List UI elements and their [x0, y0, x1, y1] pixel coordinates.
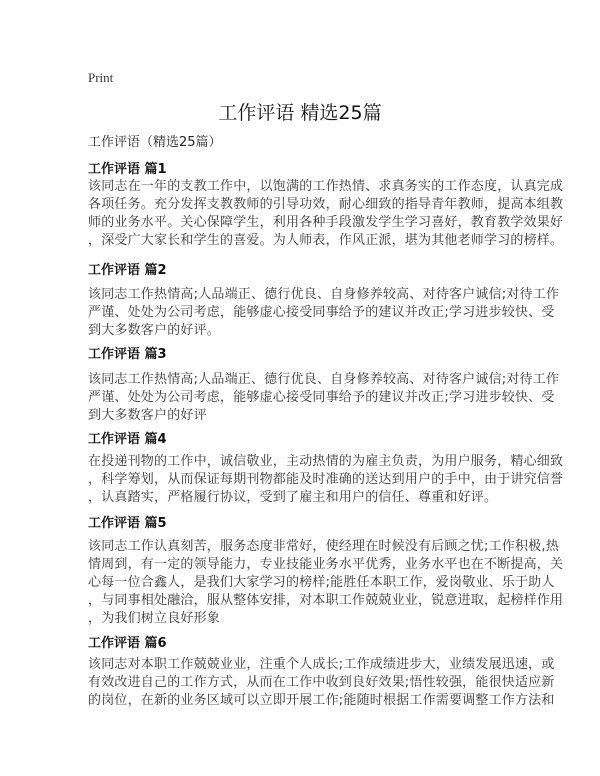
- paragraph-line: 到大多数客户的好评: [88, 408, 207, 423]
- paragraph-line: 心每一位合鑫人，是我们大家学习的榜样;能胜任本职工作，爱岗敬业、乐于助人: [88, 575, 555, 590]
- section-paragraph: [88, 286, 559, 340]
- paragraph-line: 该同志工作热情高;人品端正、德行优良、自身修养较高、对待客户诚信;对待工作: [88, 287, 560, 302]
- section-paragraph: [88, 178, 563, 250]
- section-heading: 工作评语 篇3: [88, 347, 167, 362]
- paragraph-line: 该同志工作热情高;人品端正、德行优良、自身修养较高、对待客户诚信;对待工作: [88, 372, 560, 387]
- paragraph-line: ，科学筹划，从而保证每期刊物都能及时准确的送达到用户的手中，由于讲究信誉: [88, 472, 564, 487]
- section-heading: 工作评语 篇1: [88, 162, 167, 177]
- section-heading: 工作评语 篇2: [88, 263, 167, 278]
- section-heading: 工作评语 篇4: [88, 432, 167, 447]
- paragraph-line: 该同志在一年的支教工作中，以饱满的工作热情、求真务实的工作态度，认真完成: [88, 179, 564, 194]
- paragraph-line: 到大多数客户的好评。: [88, 323, 221, 338]
- paragraph-line: 在投递刊物的工作中，诚信敬业，主动热情的为雇主负责，为用户服务，精心细致: [88, 454, 564, 469]
- section-paragraph: [88, 371, 559, 425]
- section-paragraph: [88, 538, 563, 628]
- paragraph-line: ，深受广大家长和学生的喜爱。为人师表，作风正派，堪为其他老师学习的榜样。: [88, 233, 564, 248]
- paragraph-line: 该同志工作认真刻苦，服务态度非常好，使经理在时候没有后顾之忧;工作积极,热: [88, 539, 559, 554]
- paragraph-line: 各项任务。充分发挥支教教师的引导功效，耐心细致的指导青年教师，提高本组教: [88, 197, 564, 212]
- document-subtitle: 工作评语（精选25篇）: [88, 135, 222, 150]
- paragraph-line: 情周到，有一定的领导能力，专业技能业务水平优秀，业务水平也在不断提高，关: [88, 557, 564, 572]
- paragraph-line: 该同志对本职工作兢兢业业，注重个人成长;工作成绩进步大，业绩发展迅速，或: [88, 657, 555, 672]
- section-heading: 工作评语 篇6: [88, 636, 167, 651]
- paragraph-line: ，认真踏实，严格履行协议，受到了雇主和用户的信任、尊重和好评。: [88, 490, 498, 505]
- print-link[interactable]: Print: [88, 70, 114, 85]
- paragraph-line: 严谨、处处为公司考虑，能够虚心接受同事给予的建议并改正;学习进步较快、受: [88, 390, 555, 405]
- paragraph-line: ，为我们树立良好形象: [88, 611, 221, 626]
- section-heading: 工作评语 篇5: [88, 516, 167, 531]
- section-paragraph: [88, 656, 555, 710]
- paragraph-line: 的岗位，在新的业务区域可以立即开展工作;能随时根据工作需要调整工作方法和: [88, 693, 555, 708]
- page-title: 工作评语 精选25篇: [218, 102, 382, 124]
- paragraph-line: ，与同事相处融洽，服从整体安排，对本职工作兢兢业业，锐意进取，起榜样作用: [88, 593, 564, 608]
- section-paragraph: [88, 453, 563, 507]
- paragraph-line: 师的业务水平。关心保障学生，利用各种手段激发学生学习喜好，教育教学效果好: [88, 215, 564, 230]
- paragraph-line: 严谨、处处为公司考虑，能够虚心接受同事给予的建议并改正;学习进步较快、受: [88, 305, 555, 320]
- paragraph-line: 有效改进自己的工作方式，从而在工作中收到良好效果;悟性较强，能很快适应新: [88, 675, 555, 690]
